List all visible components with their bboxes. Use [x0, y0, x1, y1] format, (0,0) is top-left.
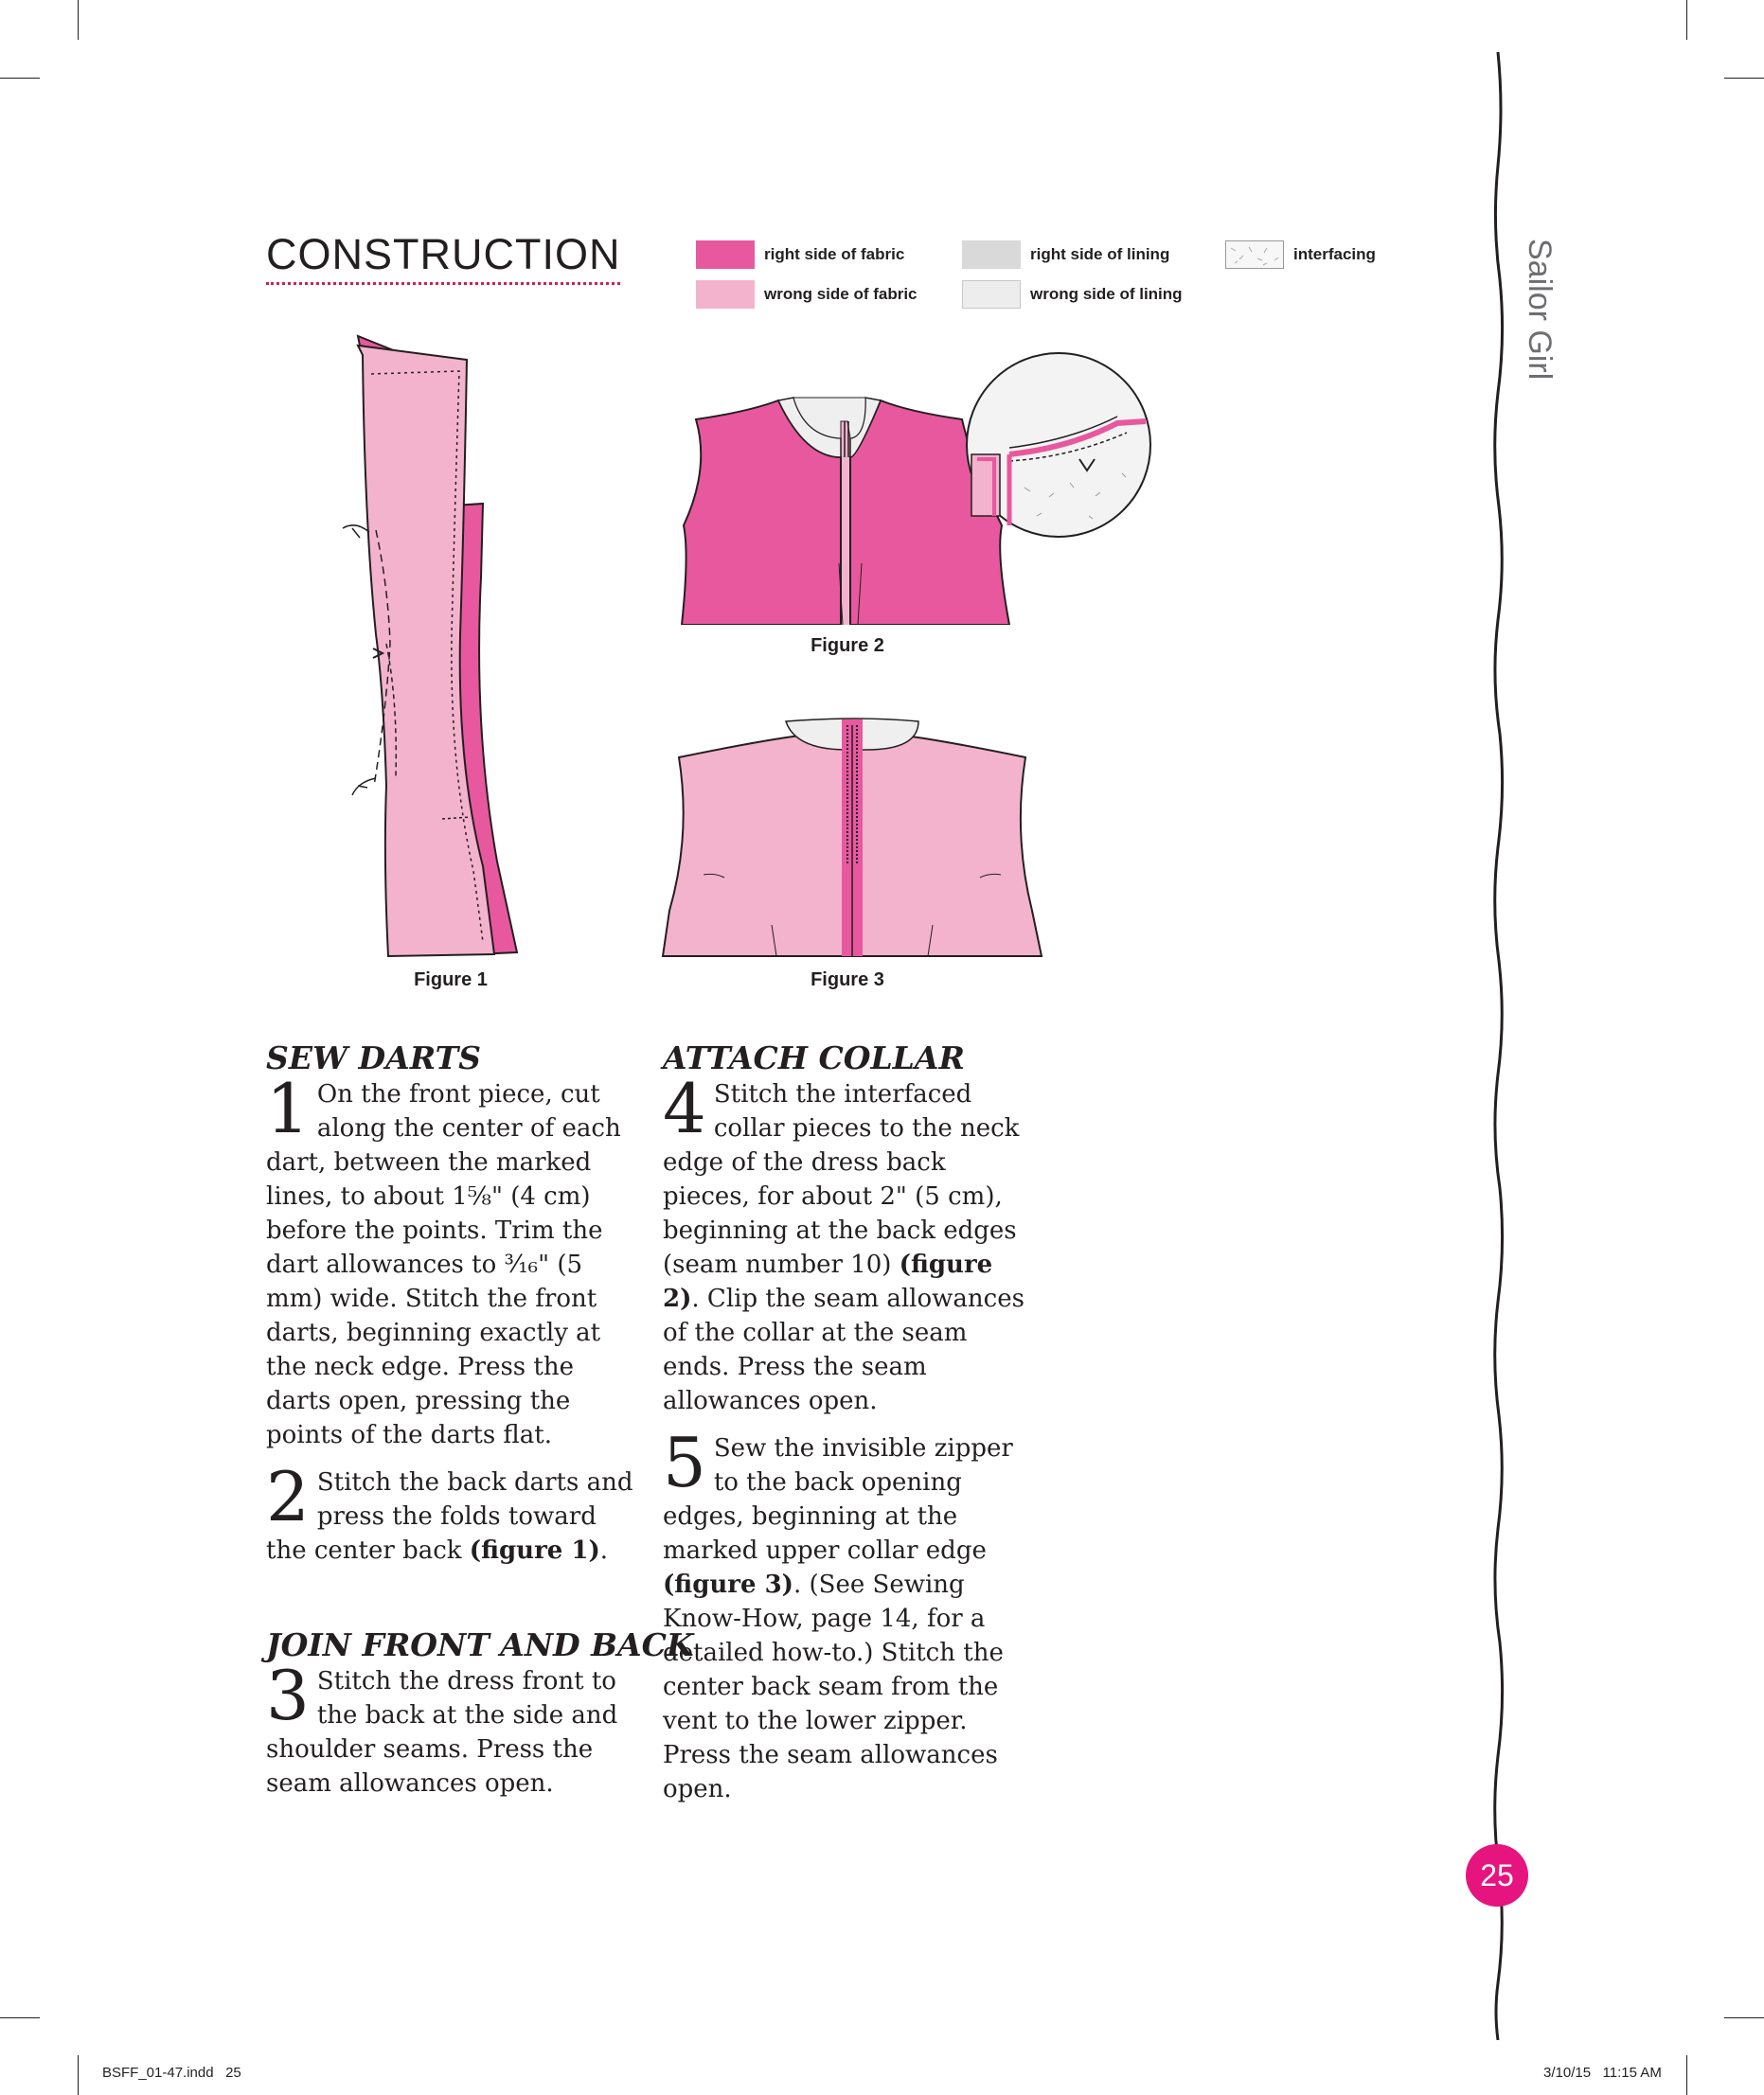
chapter-title: Sailor Girl: [1522, 239, 1558, 381]
crop-mark: [0, 78, 40, 79]
legend-label: wrong side of lining: [1030, 285, 1183, 303]
swatch-wrong-fabric: [696, 280, 755, 309]
slug-filename: BSFF_01-47.indd 25: [102, 2065, 241, 2081]
step-2: [266, 1457, 635, 1568]
step-text-end: .: [599, 1536, 609, 1565]
slug-date: 3/10/15 11:15 AM: [1543, 2065, 1662, 2081]
swatch-right-lining: [962, 240, 1021, 269]
figure-2-illustration: [672, 346, 1165, 625]
step-text: Stitch the back darts and press the folds toward the center back: [266, 1468, 633, 1565]
step-text: Sew the invisible zipper to the back opening edges, beginning at the marked upper collar edge: [663, 1434, 1013, 1565]
chapter-title-vertical: [1510, 239, 1567, 428]
heading-join-front-back: JOIN FRONT AND BACK: [266, 1626, 694, 1663]
crop-mark: [78, 2055, 79, 2095]
step-4: [663, 1069, 1032, 1418]
crop-mark: [0, 2017, 40, 2018]
step-number: 2: [266, 1457, 310, 1536]
step-text: Stitch the dress front to the back at the side and shoulder seams. Press the seam allowances open.: [266, 1667, 618, 1798]
page-title: CONSTRUCTION: [266, 231, 620, 285]
figure-2-caption: Figure 2: [811, 635, 884, 656]
legend-wrong-lining: [962, 280, 1183, 309]
step-number: 1: [266, 1069, 310, 1148]
step-3: [266, 1656, 635, 1801]
step-number: 5: [663, 1423, 706, 1502]
crop-mark: [1686, 2055, 1687, 2095]
crop-mark: [1686, 0, 1687, 40]
step-5: [663, 1423, 1032, 1806]
step-text: Stitch the interfaced collar pieces to the neck edge of the dress back pieces, for about 2" (5 cm), beginning at the back edges (seam number 10): [663, 1080, 1020, 1279]
step-text: . (See Sewing Know-How, page 14, for a detailed how-to.) Stitch the center back seam from the vent to the lower zipper. Press the seam allowances open.: [663, 1571, 1004, 1803]
legend-label: right side of lining: [1030, 245, 1170, 263]
page-number-badge: 25: [1466, 1844, 1528, 1907]
legend-right-lining: [962, 240, 1169, 269]
legend-label: wrong side of fabric: [764, 285, 918, 303]
figure-1-caption: Figure 1: [414, 969, 488, 990]
figure-reference: (figure 2): [663, 1251, 993, 1313]
legend-wrong-fabric: [696, 280, 918, 309]
heading-attach-collar: ATTACH COLLAR: [663, 1039, 965, 1076]
step-number: 4: [663, 1069, 706, 1148]
crop-mark: [78, 0, 79, 40]
step-1: [266, 1069, 635, 1452]
swatch-wrong-lining: [962, 280, 1021, 309]
legend-right-fabric: [696, 240, 904, 269]
legend-interfacing: [1225, 240, 1376, 269]
heading-sew-darts: SEW DARTS: [266, 1039, 481, 1076]
figure-reference: (figure 3): [663, 1571, 793, 1599]
step-number: 3: [266, 1656, 310, 1735]
figure-3-caption: Figure 3: [811, 969, 884, 990]
figure-3-illustration: [658, 712, 1051, 958]
legend-label: right side of fabric: [764, 245, 905, 263]
figure-1-illustration: [331, 331, 540, 961]
figure-reference: (figure 1): [469, 1536, 600, 1565]
step-text: . Clip the seam allowances of the collar at the seam ends. Press the seam allowances open.: [663, 1285, 1025, 1415]
legend-label: interfacing: [1293, 245, 1376, 263]
swatch-interfacing: [1225, 240, 1284, 269]
swatch-right-fabric: [696, 240, 755, 269]
step-text: On the front piece, cut along the center of each dart, between the marked lines, to about 1⅝" (4 cm) before the points. Trim the dart allowances to ³⁄₁₆" (5 mm) wide. Stitch the front darts, beginning exactly at the neck edge. Press the darts open, pressing the points of the darts flat.: [266, 1080, 621, 1449]
crop-mark: [1724, 2017, 1764, 2018]
crop-mark: [1724, 78, 1764, 79]
